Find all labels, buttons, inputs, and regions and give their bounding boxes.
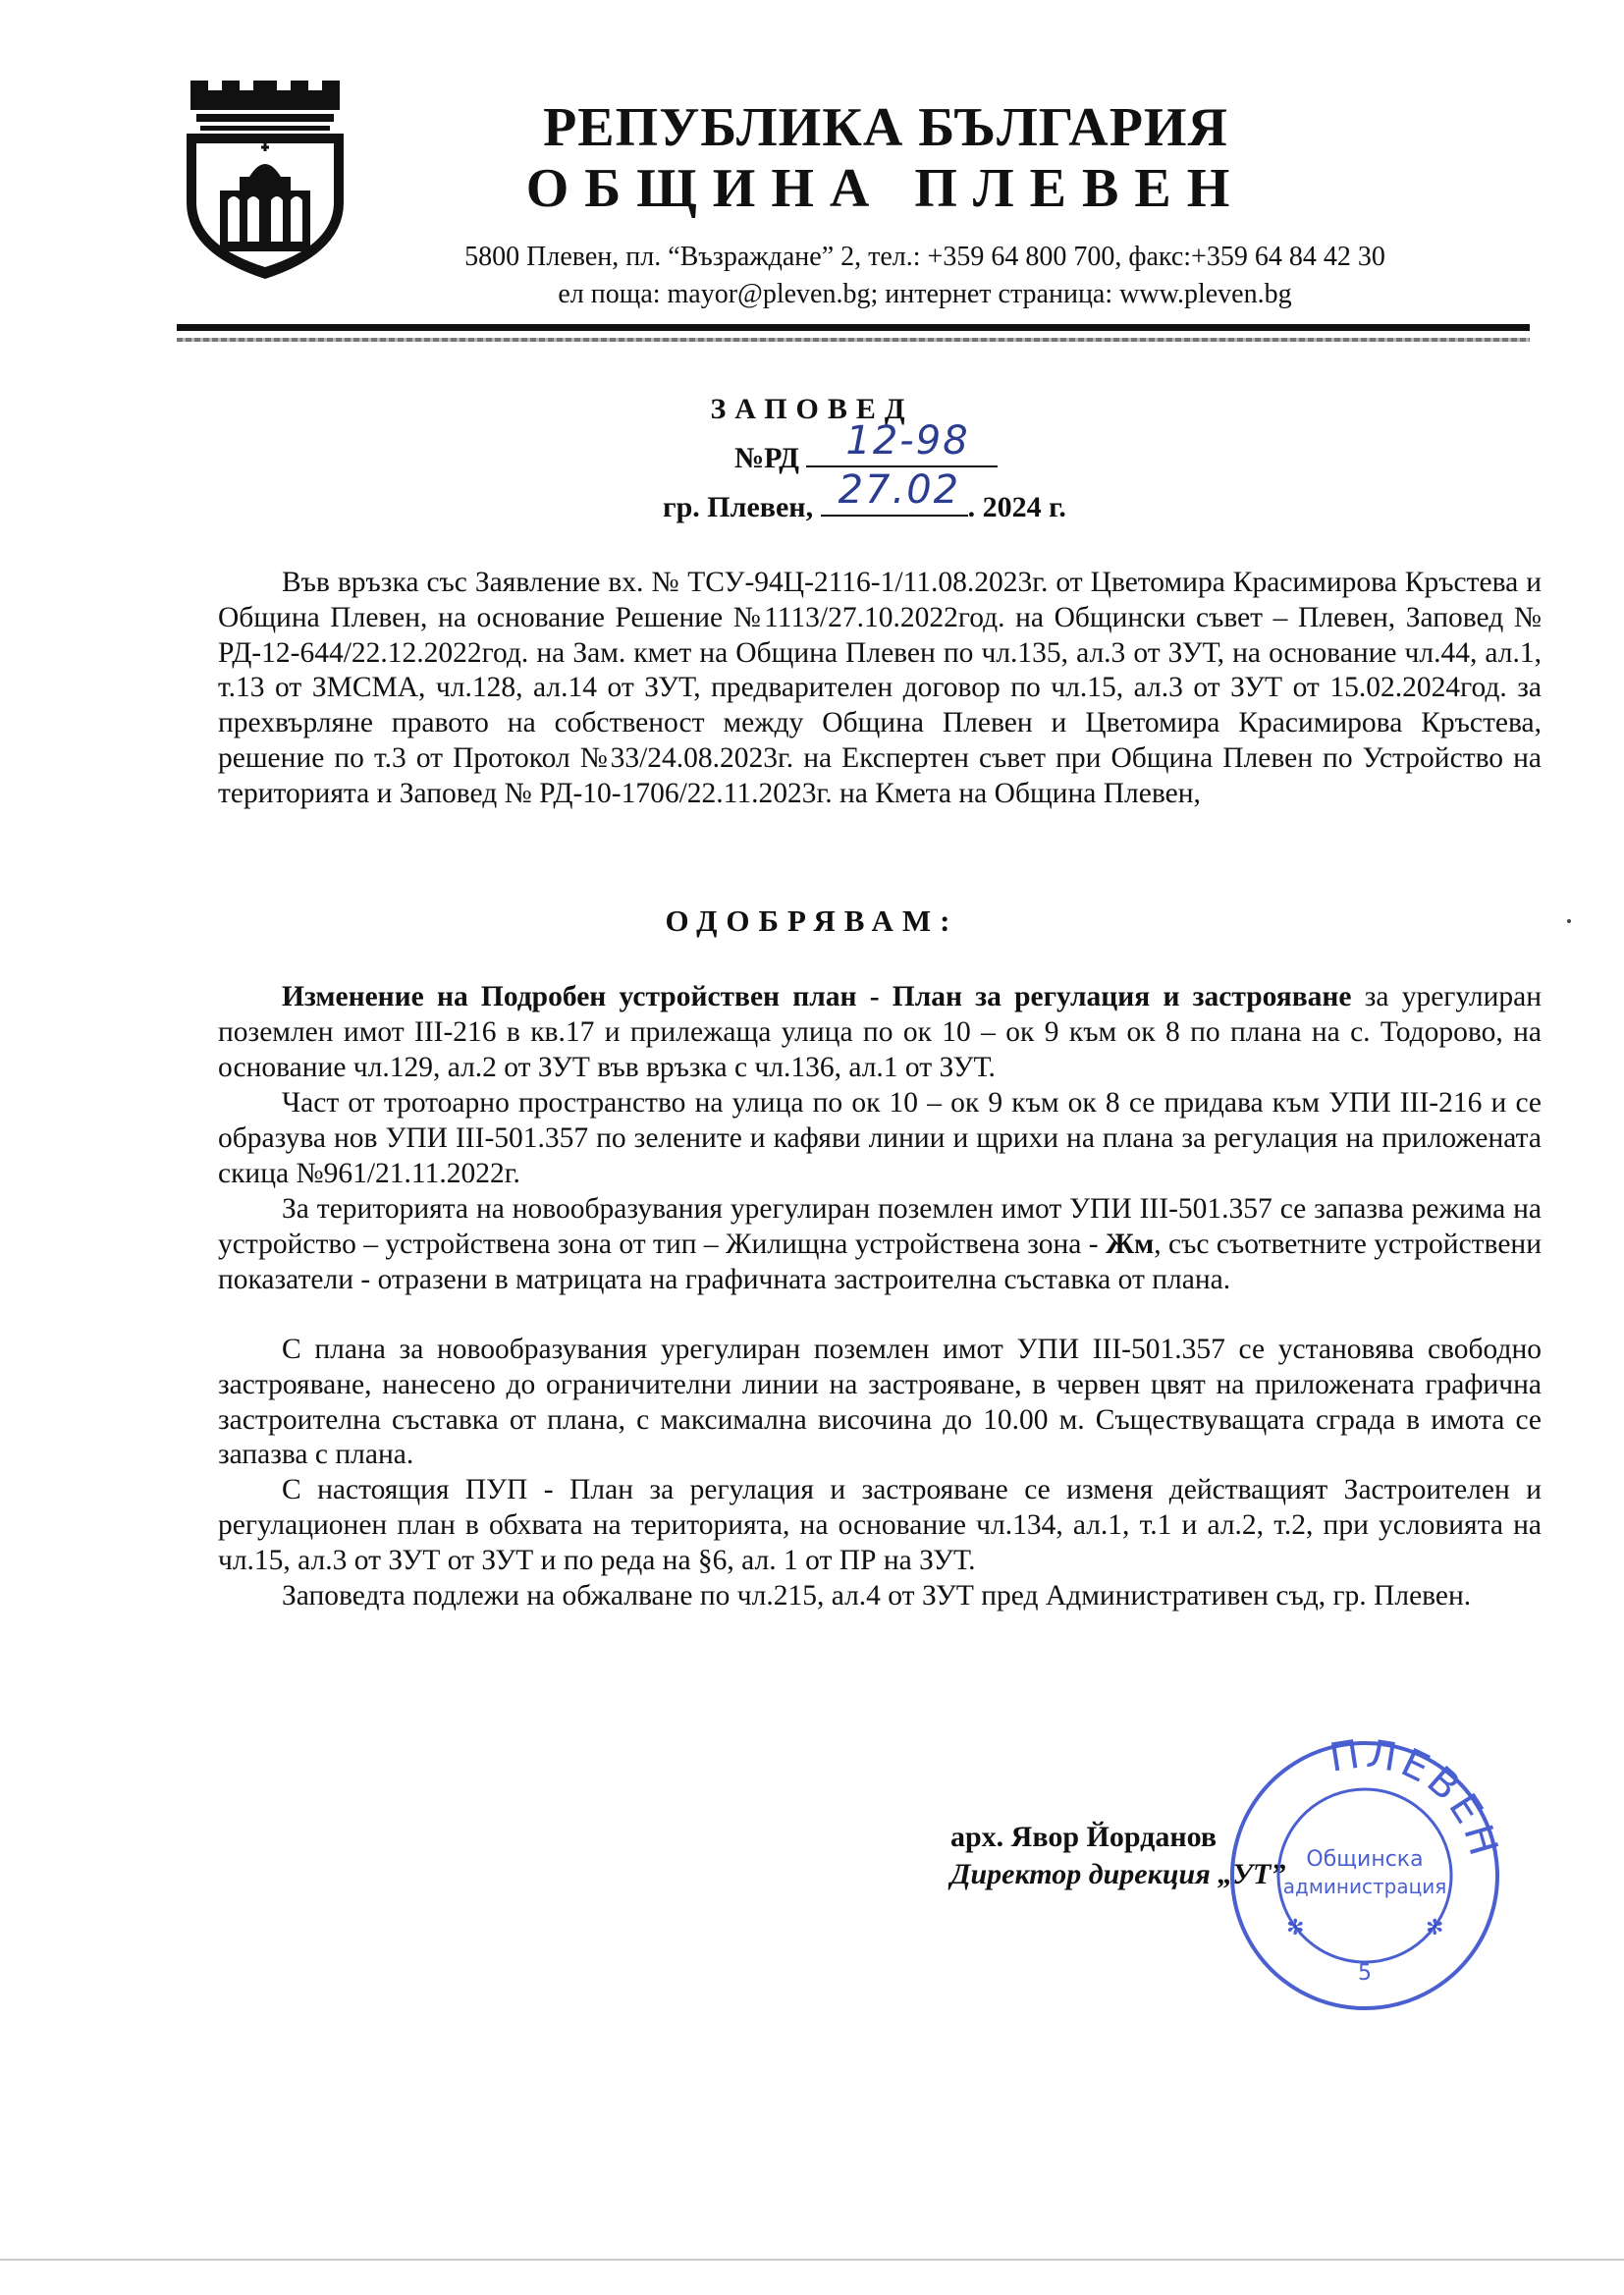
order-number-blank bbox=[806, 418, 998, 467]
order-number-prefix: №РД bbox=[734, 442, 799, 474]
signatory-title: Директор дирекция „УТ” bbox=[950, 1858, 1286, 1890]
body-paragraph-3 bbox=[218, 1192, 1542, 1297]
preamble-paragraph: Във връзка със Заявление вх. № ТСУ-94Ц-2116-1/11.08.2023г. от Цветомира Красимирова Кръстева и Община Плевен, на основание Решение №1113/27.10.2022год. на Общински съвет – Плевен, Заповед № РД-12-644/22.12.2022год. на Зам. кмет на Община Плевен по чл.135, ал.3 от ЗУТ, на основание чл.44, ал.1, т.13 от ЗМСМА, чл.128, ал.14 от ЗУТ, предварителен договор по чл.15, ал.3 от ЗУТ от 15.02.2024год. за прехвърляне правото на собственост между Община Плевен и Цветомира Красимирова Кръстева, решение по т.3 от Протокол №33/24.08.2023г. на Експертен съвет при Община Плевен по Устройство на територията и Заповед № РД-10-1706/22.11.2023г. на Кмета на Община Плевен, bbox=[218, 567, 1542, 809]
scan-speck bbox=[1567, 919, 1571, 923]
country-title: РЕПУБЛИКА БЪЛГАРИЯ bbox=[543, 97, 1228, 158]
signatory-name: арх. Явор Йорданов bbox=[950, 1821, 1218, 1853]
stamp-inner-line1: Общинска bbox=[1306, 1847, 1424, 1872]
body-paragraph-4: С плана за новообразувания урегулиран поземлен имот УПИ III-501.357 се установява свободно застрояване, нанесено до ограничителни линии на застрояване, в червен цвят на приложената графична застроителна съставка от плана, с максимална височина до 10.00 м. Съществуващата сграда в имота се запазва с плана. bbox=[218, 1334, 1542, 1471]
order-year: . 2024 г. bbox=[967, 491, 1066, 523]
address-line: 5800 Плевен, пл. “Възраждане” 2, тел.: +359 64 800 700, факс:+359 64 84 42 30 bbox=[464, 242, 1385, 272]
handwritten-order-date: 27.02 bbox=[838, 467, 961, 513]
body-paragraph-1 bbox=[218, 980, 1542, 1085]
zone-code: Жм bbox=[1106, 1228, 1155, 1260]
header-divider-dotted bbox=[177, 338, 1530, 342]
stamp-number: 5 bbox=[1358, 1961, 1372, 1986]
zone-text-b: , със съответните устройствени показатели - отразени в матрицата на графичната застроителна съставка от плана. bbox=[218, 1228, 1542, 1295]
body-paragraph-2: Част от тротоарно пространство на улица по ок 10 – ок 9 към ок 8 се придава към УПИ III-216 и се образува нов УПИ III-501.357 по зелените и кафяви линии и щрихи на плана за регулация на приложената скица №961/21.11.2022г. bbox=[218, 1087, 1542, 1189]
header-divider bbox=[177, 324, 1530, 331]
order-place-date bbox=[663, 467, 1066, 524]
amendment-title: Изменение на Подробен устройствен план - План за регулация и застрояване bbox=[282, 981, 1352, 1012]
order-place: гр. Плевен, bbox=[663, 491, 814, 523]
scan-edge bbox=[0, 2259, 1624, 2261]
municipality-title: ОБЩИНА ПЛЕВЕН bbox=[525, 158, 1246, 219]
amendment-text: за урегулиран поземлен имот III-216 в кв.17 и прилежаща улица по ок 10 – ок 9 към ок 8 по плана на с. Тодорово, на основание чл.129, ал.2 от ЗУТ във връзка с чл.136, ал.1 от ЗУТ. bbox=[218, 981, 1542, 1083]
svg-text:✻: ✻ bbox=[1426, 1916, 1444, 1940]
stamp-inner-line2: администрация bbox=[1282, 1875, 1447, 1898]
approve-heading: ОДОБРЯВАМ: bbox=[665, 903, 959, 938]
svg-text:✻: ✻ bbox=[1286, 1916, 1305, 1940]
body-paragraph-6: Заповедта подлежи на обжалване по чл.215, ал.4 от ЗУТ пред Административен съд, гр. Плевен. bbox=[282, 1580, 1472, 1612]
zone-text-a: За територията на новообразувания урегулиран поземлен имот УПИ III-501.357 се запазва режима на устройство – устройствена зона от тип – Жилищна устройствена зона - bbox=[218, 1193, 1542, 1260]
body-paragraph-5: С настоящия ПУП - План за регулация и застрояване се изменя действащият Застроителен и регулационен план в обхвата на територията, на основание чл.134, ал.1, т.1 и ал.2, т.2, при условията на чл.15, ал.3 от ЗУТ от ЗУТ и по реда на §6, ал. 1 от ПР на ЗУТ. bbox=[218, 1474, 1542, 1576]
official-stamp bbox=[1218, 1728, 1512, 2023]
contacts-line: ел поща: mayor@pleven.bg; интернет страница: www.pleven.bg bbox=[558, 279, 1292, 309]
handwritten-order-number: 12-98 bbox=[845, 418, 970, 464]
order-title: ЗАПОВЕД bbox=[710, 393, 914, 425]
stamp-outer-text: ПЛЕВЕН bbox=[1326, 1731, 1507, 1865]
order-date-blank bbox=[821, 467, 968, 517]
